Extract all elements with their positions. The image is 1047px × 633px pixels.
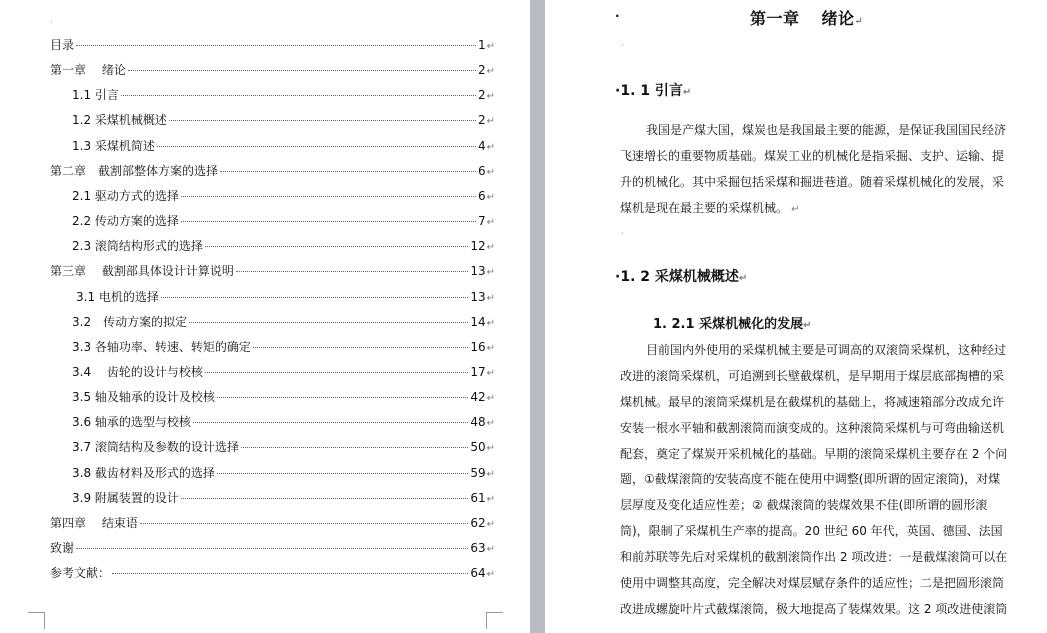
body-text-line: 题，①截煤滚筒的安装高度不能在使用中调整(即所谓的固定滚筒)，对煤 — [620, 472, 1001, 487]
paragraph-mark: ↵ — [486, 443, 495, 455]
paragraph-mark: ↵ — [486, 41, 495, 52]
toc-entry-page: 6 — [477, 163, 486, 178]
toc-entry-page: 4 — [477, 138, 486, 153]
subsection-heading-development: 1. 2.1 采煤机械化的发展↵ — [653, 317, 812, 332]
body-text-line: 我国是产煤大国，煤炭也是我国最主要的能源，是保证我国国民经济 — [646, 123, 1007, 137]
toc-entry-title: 第一章 绪论 — [50, 63, 126, 78]
section-heading-intro-text: 1. 1 引言 — [620, 83, 683, 99]
body-text-line: 目前国内外使用的采煤机械主要是可调高的双滚筒采煤机，这种经过 — [646, 343, 1007, 357]
toc-leader-dots — [220, 171, 476, 172]
toc-entry-title: 目录 — [50, 38, 75, 52]
body-text-line: 煤机是现在最主要的采煤机械。 ↵ — [620, 200, 800, 215]
toc-entry-title: 3.9 附属装置的设计 — [72, 490, 179, 505]
toc-entry-page: 50 — [470, 440, 486, 455]
toc-entry-title: 致谢 — [50, 541, 75, 555]
toc-leader-dots — [189, 322, 468, 323]
toc-entry-page: 61 — [470, 490, 486, 505]
toc-leader-dots — [217, 397, 468, 398]
paragraph-mark: ↵ — [486, 342, 495, 354]
toc-entry[interactable] — [72, 413, 495, 431]
paragraph-mark: ↵ — [486, 242, 495, 254]
toc-leader-dots — [236, 271, 469, 272]
toc-entry-title: 2.2 传动方案的选择 — [72, 214, 179, 229]
toc-entry[interactable] — [72, 137, 495, 155]
toc-entry[interactable] — [72, 338, 495, 356]
body-text-line: 煤机械。最早的滚筒采煤机是在截煤机的基础上，将减速箱部分改成允许 — [620, 394, 1005, 409]
toc-entry[interactable] — [72, 111, 495, 129]
toc-entry[interactable] — [72, 438, 495, 456]
paragraph-mark: ↵ — [486, 166, 495, 178]
toc-entry-page: 13 — [470, 289, 486, 304]
toc-entry-page: 13 — [470, 264, 486, 279]
toc-entry-page: 1 — [477, 38, 486, 52]
page-separator — [530, 0, 545, 633]
toc-entry[interactable] — [72, 489, 495, 507]
paragraph-mark: ↵ — [486, 267, 495, 279]
toc-leader-dots — [169, 120, 476, 121]
toc-entry-page: 12 — [470, 239, 486, 254]
toc-leader-dots — [181, 498, 468, 499]
section-heading-intro: ·1. 1 引言↵ — [615, 83, 692, 99]
body-text-line: 改进成螺旋叶片式截煤滚筒，极大地提高了装煤效果。这 2 项改进使滚筒 — [620, 601, 1008, 616]
toc-entry[interactable] — [50, 514, 495, 532]
toc-entry-page: 16 — [470, 339, 486, 354]
empty-paragraph-mark: · — [50, 18, 53, 28]
toc-entry-title: 1.3 采煤机简述 — [72, 138, 155, 153]
toc-entry-title: 第三章 截割部具体设计计算说明 — [50, 264, 234, 279]
toc-entry[interactable] — [72, 237, 495, 255]
paragraph-mark: ↵ — [486, 217, 495, 229]
toc-entry[interactable] — [50, 564, 495, 582]
toc-leader-dots — [205, 372, 468, 373]
toc-entry-title: 3.5 轴及轴承的设计及校核 — [72, 390, 215, 405]
paragraph-mark: ↵ — [788, 203, 800, 215]
toc-leader-dots — [112, 573, 468, 574]
toc-entry[interactable] — [50, 61, 495, 79]
toc-leader-dots — [161, 297, 468, 298]
chapter-name: 绪论 — [821, 9, 855, 28]
paragraph-mark: ↵ — [486, 292, 495, 304]
toc-entry-page: 2 — [477, 88, 486, 103]
paragraph-mark: ↵ — [486, 569, 495, 581]
paragraph-mark: ↵ — [486, 518, 495, 530]
toc-leader-dots — [76, 548, 468, 549]
body-text-line: 筒)，限制了采煤机生产率的提高。20 世纪 60 年代，英国、德国、法国 — [620, 524, 1003, 539]
body-text-line: 层厚度及变化适应性差；② 截煤滚筒的装煤效果不佳(即所谓的圆形滚 — [620, 498, 988, 513]
subsection-heading-development-text: 1. 2.1 采煤机械化的发展 — [653, 317, 804, 332]
toc-entry-title: 1.1 引言 — [72, 88, 119, 103]
toc-leader-dots — [157, 146, 476, 147]
heading-bullet: · — [615, 9, 620, 23]
toc-entry-page: 14 — [470, 314, 486, 329]
toc-entry[interactable] — [50, 36, 495, 54]
chapter-title — [750, 6, 863, 29]
body-text-line: 和前苏联等先后对采煤机的截割滚筒作出 2 项改进：一是截煤滚筒可以在 — [620, 550, 1008, 565]
section-heading-overview-text: 1. 2 采煤机械概述 — [620, 269, 739, 285]
paragraph-mark: ↵ — [486, 116, 495, 128]
toc-leader-dots — [128, 70, 476, 71]
toc-entry-title: 2.3 滚筒结构形式的选择 — [72, 239, 203, 254]
paragraph-mark: ↵ — [486, 317, 495, 329]
toc-entry-page: 42 — [470, 390, 486, 405]
chapter-number: 第一章 — [750, 9, 800, 28]
development-paragraph — [620, 338, 1032, 623]
toc-leader-dots — [205, 246, 468, 247]
toc-leader-dots — [181, 196, 476, 197]
body-text-line: 使用中调整其高度，完全解决对煤层赋存条件的适应性；二是把圆形滚筒 — [620, 576, 1005, 591]
paragraph-mark: ↵ — [854, 16, 864, 27]
toc-entry-title: 3.3 各轴功率、转速、转矩的确定 — [72, 339, 251, 354]
toc-entry[interactable] — [72, 363, 495, 381]
paragraph-mark: ↵ — [486, 367, 495, 379]
intro-paragraph — [620, 118, 1032, 222]
empty-paragraph-mark: · — [621, 229, 624, 239]
paragraph-mark: ↵ — [486, 66, 495, 78]
toc-entry-title: 3.7 滚筒结构及参数的设计选择 — [72, 440, 239, 455]
body-text-line: 改进的滚筒采煤机，可追溯到长壁截煤机，是早期用于煤层底部掏槽的采 — [620, 368, 1005, 383]
page-corner-mark — [486, 612, 503, 629]
toc-entry-title: 3.8 截齿材料及形式的选择 — [72, 465, 215, 480]
toc-entry[interactable] — [50, 262, 495, 280]
toc-entry[interactable] — [50, 162, 495, 180]
toc-entry[interactable] — [72, 388, 495, 406]
toc-entry-title: 第二章 截割部整体方案的选择 — [50, 163, 219, 178]
toc-entry-title: 3.6 轴承的选型与校核 — [72, 415, 191, 430]
toc-entry-title: 3.4 齿轮的设计与校核 — [72, 364, 203, 379]
toc-entry-page: 17 — [470, 364, 486, 379]
body-text-line: 配套，奠定了煤炭开采机械化的基础。早期的滚筒采煤机主要存在 2 个问 — [620, 446, 1008, 461]
empty-paragraph-mark: · — [621, 41, 624, 51]
toc-entry[interactable] — [72, 187, 495, 205]
toc-entry-page: 59 — [470, 465, 486, 480]
body-text-line: 升的机械化。其中采掘包括采煤和掘进巷道。随着采煤机械化的发展，采 — [620, 174, 1005, 189]
toc-entry[interactable] — [50, 539, 495, 557]
toc-entry-page: 7 — [477, 214, 486, 229]
paragraph-mark: ↵ — [486, 544, 495, 555]
toc-entry-title: 第四章 结束语 — [50, 515, 138, 530]
toc-entry-page: 2 — [477, 63, 486, 78]
toc-entry-page: 63 — [470, 541, 486, 555]
toc-entry[interactable] — [72, 212, 495, 230]
paragraph-mark: ↵ — [486, 468, 495, 480]
paragraph-mark: ↵ — [486, 418, 495, 430]
toc-entry-title: 3.2 传动方案的拟定 — [72, 314, 188, 329]
page-chapter-one — [545, 0, 1047, 633]
toc-leader-dots — [181, 221, 476, 222]
section-heading-overview: ·1. 2 采煤机械概述↵ — [615, 269, 748, 285]
toc-leader-dots — [217, 473, 468, 474]
toc-entry-title: 参考文献： — [50, 566, 111, 581]
toc-entry-page: 62 — [470, 515, 486, 530]
body-text-line: 安装一根水平轴和截割滚筒而演变成的。这种滚筒采煤机与可弯曲输送机 — [620, 420, 1005, 435]
paragraph-mark: ↵ — [486, 393, 495, 405]
paragraph-mark: ↵ — [486, 493, 495, 505]
toc-entry[interactable] — [72, 464, 495, 482]
paragraph-mark: ↵ — [486, 91, 495, 103]
toc-entry-page: 2 — [477, 113, 486, 128]
toc-entry[interactable] — [72, 86, 495, 104]
toc-entry[interactable] — [72, 313, 495, 331]
toc-entry-page: 64 — [470, 566, 486, 581]
toc-leader-dots — [121, 95, 476, 96]
page-corner-mark — [28, 612, 45, 629]
toc-leader-dots — [76, 45, 476, 46]
paragraph-mark: ↵ — [486, 141, 495, 153]
toc-leader-dots — [241, 447, 468, 448]
toc-leader-dots — [193, 422, 468, 423]
toc-entry-page: 6 — [477, 188, 486, 203]
toc-entry-title: 3.1 电机的选择 — [76, 289, 159, 304]
toc-entry-title: 2.1 驱动方式的选择 — [72, 188, 179, 203]
toc-entry-title: 1.2 采煤机械概述 — [72, 113, 167, 128]
body-text-line: 飞速增长的重要物质基础。煤炭工业的机械化是指采掘、支护、运输、提 — [620, 148, 1005, 163]
toc-entry[interactable] — [76, 288, 495, 306]
toc-entry-page: 48 — [470, 415, 486, 430]
paragraph-mark: ↵ — [486, 191, 495, 203]
toc-leader-dots — [253, 347, 468, 348]
toc-leader-dots — [140, 523, 469, 524]
